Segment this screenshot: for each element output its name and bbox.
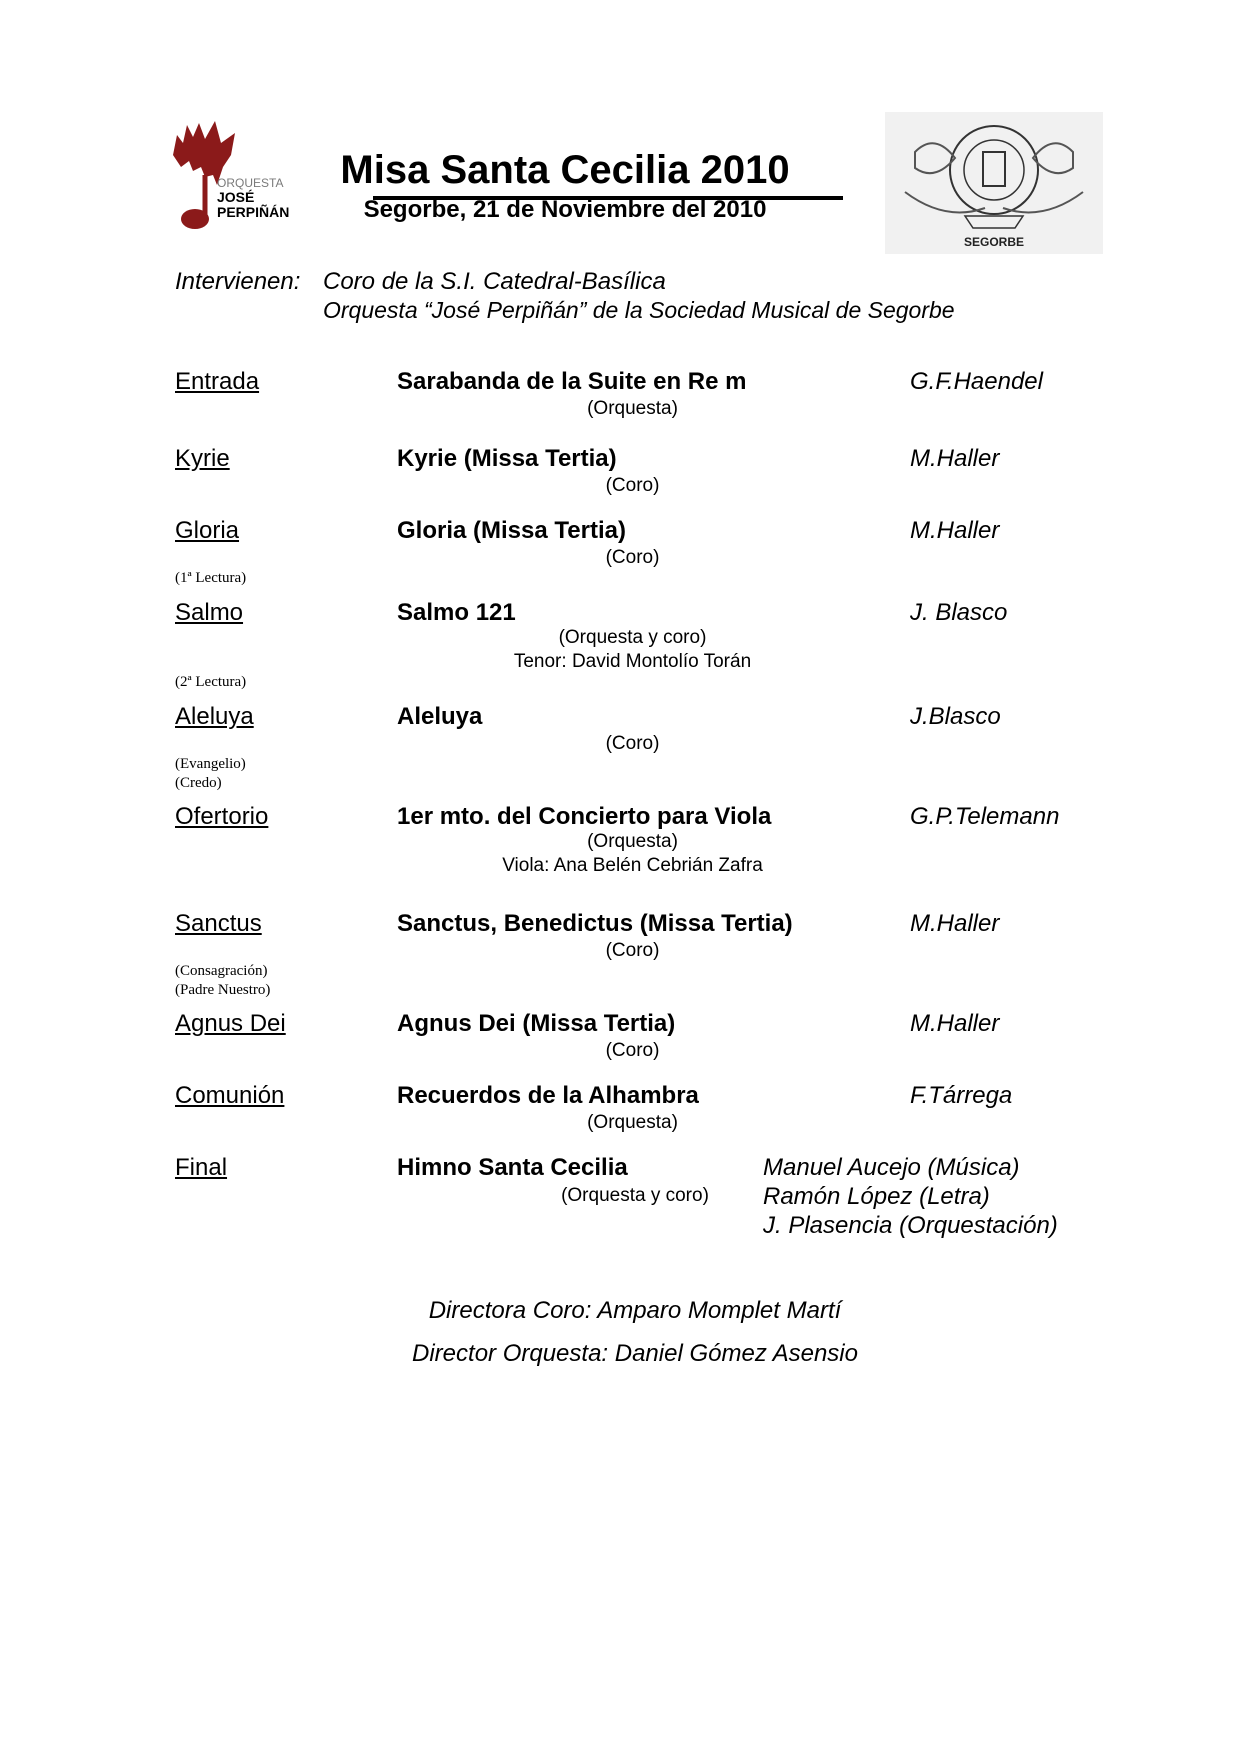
performers: (Coro) bbox=[605, 547, 660, 568]
choir-director: Directora Coro: Amparo Momplet Martí bbox=[428, 1297, 842, 1324]
performers: (Coro) bbox=[605, 475, 660, 496]
performers: (Coro) bbox=[605, 1040, 660, 1061]
performers: (Orquesta y coro) bbox=[561, 1185, 709, 1206]
performers: (Coro) bbox=[605, 940, 660, 961]
liturgy-note: (Credo) bbox=[175, 775, 222, 791]
performers: (Orquesta) bbox=[587, 1112, 678, 1133]
lyricist: Ramón López (Letra) bbox=[763, 1183, 990, 1210]
piece-title: Aleluya bbox=[397, 703, 483, 730]
composer: Manuel Aucejo (Música) bbox=[763, 1154, 1020, 1181]
piece-title: Sanctus, Benedictus (Missa Tertia) bbox=[397, 910, 793, 937]
composer: J. Blasco bbox=[910, 599, 1008, 626]
section-salmo: Salmo bbox=[175, 599, 244, 626]
society-seal-graphic bbox=[885, 112, 1103, 254]
page-subtitle: Segorbe, 21 de Noviembre del 2010 bbox=[363, 196, 767, 223]
section-gloria: Gloria bbox=[175, 517, 240, 544]
liturgy-note: (Consagración) bbox=[175, 963, 268, 979]
piece-title: Himno Santa Cecilia bbox=[397, 1154, 628, 1181]
section-aleluya: Aleluya bbox=[175, 703, 254, 730]
logo-word-1: ORQUESTA bbox=[217, 176, 284, 190]
intervienen-line-2: Orquesta “José Perpiñán” de la Sociedad Musical de Segorbe bbox=[323, 297, 955, 323]
section-sanctus: Sanctus bbox=[175, 910, 262, 937]
page-title: Misa Santa Cecilia 2010 bbox=[340, 148, 790, 192]
liturgy-note: (1ª Lectura) bbox=[175, 570, 247, 586]
performers: (Orquesta) bbox=[587, 831, 678, 852]
composer: G.F.Haendel bbox=[910, 368, 1043, 395]
intervienen-label: Intervienen: bbox=[175, 268, 301, 295]
logo-word-3: PERPIÑÁN bbox=[217, 204, 290, 220]
orchestrator: J. Plasencia (Orquestación) bbox=[763, 1212, 1058, 1239]
seal-caption: SEGORBE bbox=[963, 235, 1025, 249]
section-ofertorio: Ofertorio bbox=[175, 803, 269, 830]
piece-title: Agnus Dei (Missa Tertia) bbox=[397, 1010, 676, 1037]
logo-word-2: JOSÉ bbox=[217, 189, 255, 205]
section-comunion: Comunión bbox=[175, 1082, 285, 1109]
piece-title: Recuerdos de la Alhambra bbox=[397, 1082, 699, 1109]
composer: G.P.Telemann bbox=[910, 803, 1060, 830]
piece-title: Salmo 121 bbox=[397, 599, 516, 626]
orchestra-director: Director Orquesta: Daniel Gómez Asensio bbox=[412, 1340, 858, 1367]
composer: F.Tárrega bbox=[910, 1082, 1013, 1109]
piece-title: Kyrie (Missa Tertia) bbox=[397, 445, 617, 472]
composer: M.Haller bbox=[910, 910, 1000, 937]
section-agnus-dei: Agnus Dei bbox=[175, 1010, 286, 1037]
society-seal-logo bbox=[885, 112, 1103, 254]
soloist: Viola: Ana Belén Cebrián Zafra bbox=[502, 855, 763, 876]
performers: (Orquesta y coro) bbox=[558, 627, 707, 648]
soloist: Tenor: David Montolío Torán bbox=[513, 651, 752, 672]
piece-title: 1er mto. del Concierto para Viola bbox=[397, 803, 772, 830]
section-kyrie: Kyrie bbox=[175, 445, 230, 472]
composer: M.Haller bbox=[910, 445, 1000, 472]
liturgy-note: (Padre Nuestro) bbox=[175, 982, 271, 998]
performers: (Coro) bbox=[605, 733, 660, 754]
composer: M.Haller bbox=[910, 1010, 1000, 1037]
piece-title: Sarabanda de la Suite en Re m bbox=[397, 368, 747, 395]
composer: J.Blasco bbox=[910, 703, 1001, 730]
liturgy-note: (Evangelio) bbox=[175, 756, 246, 772]
intervienen-line-1: Coro de la S.I. Catedral-Basílica bbox=[323, 268, 666, 295]
piece-title: Gloria (Missa Tertia) bbox=[397, 517, 626, 544]
composer: M.Haller bbox=[910, 517, 1000, 544]
section-final: Final bbox=[175, 1154, 228, 1181]
liturgy-note: (2ª Lectura) bbox=[175, 674, 247, 690]
section-entrada: Entrada bbox=[175, 368, 260, 395]
performers: (Orquesta) bbox=[587, 398, 678, 419]
